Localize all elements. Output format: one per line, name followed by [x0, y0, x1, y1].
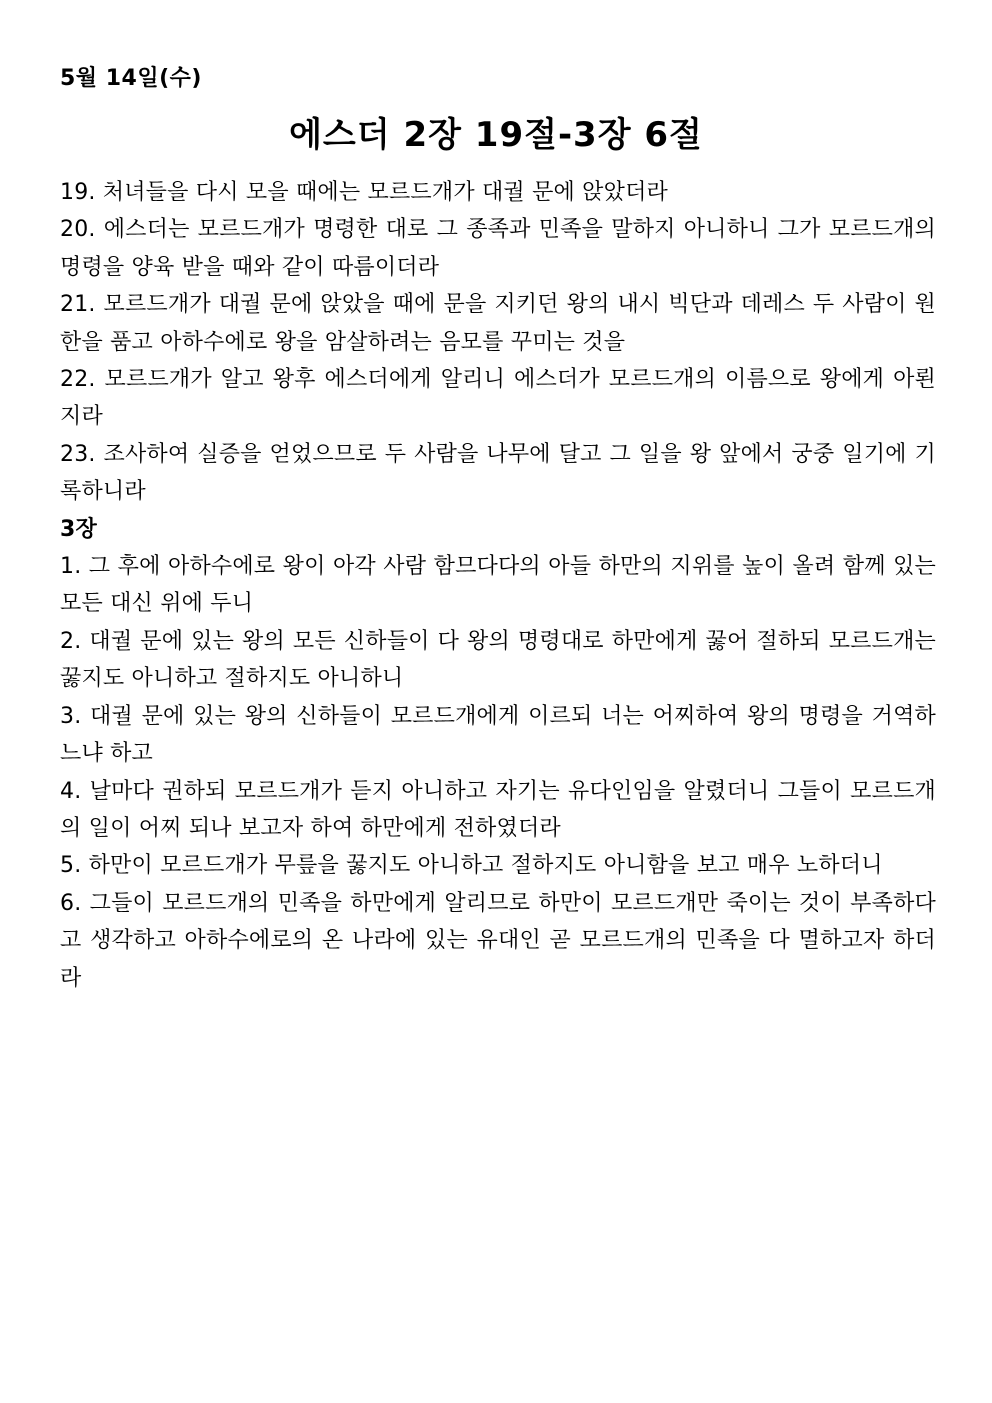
verse-3-4: 4. 날마다 권하되 모르드개가 듣지 아니하고 자기는 유다인임을 알렸더니 그들이 모르드개의 일이 어찌 되나 보고자 하여 하만에게 전하였더라: [60, 778, 936, 841]
chapter-3-heading: 3장: [60, 516, 97, 542]
verse-3-6: 6. 그들이 모르드개의 민족을 하만에게 알리므로 하만이 모르드개만 죽이는 것이 부족하다고 생각하고 아하수에로의 온 나라에 있는 유대인 곧 모르드개의 민족을 다 멸하고자 하더라: [60, 890, 936, 991]
verse-2-19: 19. 처녀들을 다시 모을 때에는 모르드개가 대궐 문에 앉았더라: [60, 180, 668, 205]
verse-2-23: 23. 조사하여 실증을 얻었으므로 두 사람을 나무에 달고 그 일을 왕 앞에서 궁중 일기에 기록하니라: [60, 441, 936, 505]
date-label: 5월 14일(수): [60, 66, 202, 91]
verse-2-21: 21. 모르드개가 대궐 문에 앉았을 때에 문을 지키던 왕의 내시 빅단과 데레스 두 사람이 원한을 품고 아하수에로 왕을 암살하려는 음모를 꾸미는 것을: [60, 292, 936, 355]
verse-3-1: 1. 그 후에 아하수에로 왕이 아각 사람 함므다다의 아들 하만의 지위를 높이 올려 함께 있는 모든 대신 위에 두니: [60, 554, 936, 617]
scripture-text: [60, 174, 936, 997]
verse-2-22: 22. 모르드개가 알고 왕후 에스더에게 알리니 에스더가 모르드개의 이름으로 왕에게 아뢴지라: [60, 367, 936, 430]
verse-3-3: 3. 대궐 문에 있는 왕의 신하들이 모르드개에게 이르되 너는 어찌하여 왕의 명령을 거역하느냐 하고: [60, 703, 936, 767]
verse-3-2: 2. 대궐 문에 있는 왕의 모든 신하들이 다 왕의 명령대로 하만에게 꿇어 절하되 모르드개는 꿇지도 아니하고 절하지도 아니하니: [60, 628, 936, 692]
page-title: 에스더 2장 19절-3장 6절: [289, 115, 703, 155]
verse-3-5: 5. 하만이 모르드개가 무릎을 꿇지도 아니하고 절하지도 아니함을 보고 매우 노하더니: [60, 853, 883, 879]
verse-2-20: 20. 에스더는 모르드개가 명령한 대로 그 종족과 민족을 말하지 아니하니 그가 모르드개의 명령을 양육 받을 때와 같이 따름이더라: [60, 217, 936, 280]
